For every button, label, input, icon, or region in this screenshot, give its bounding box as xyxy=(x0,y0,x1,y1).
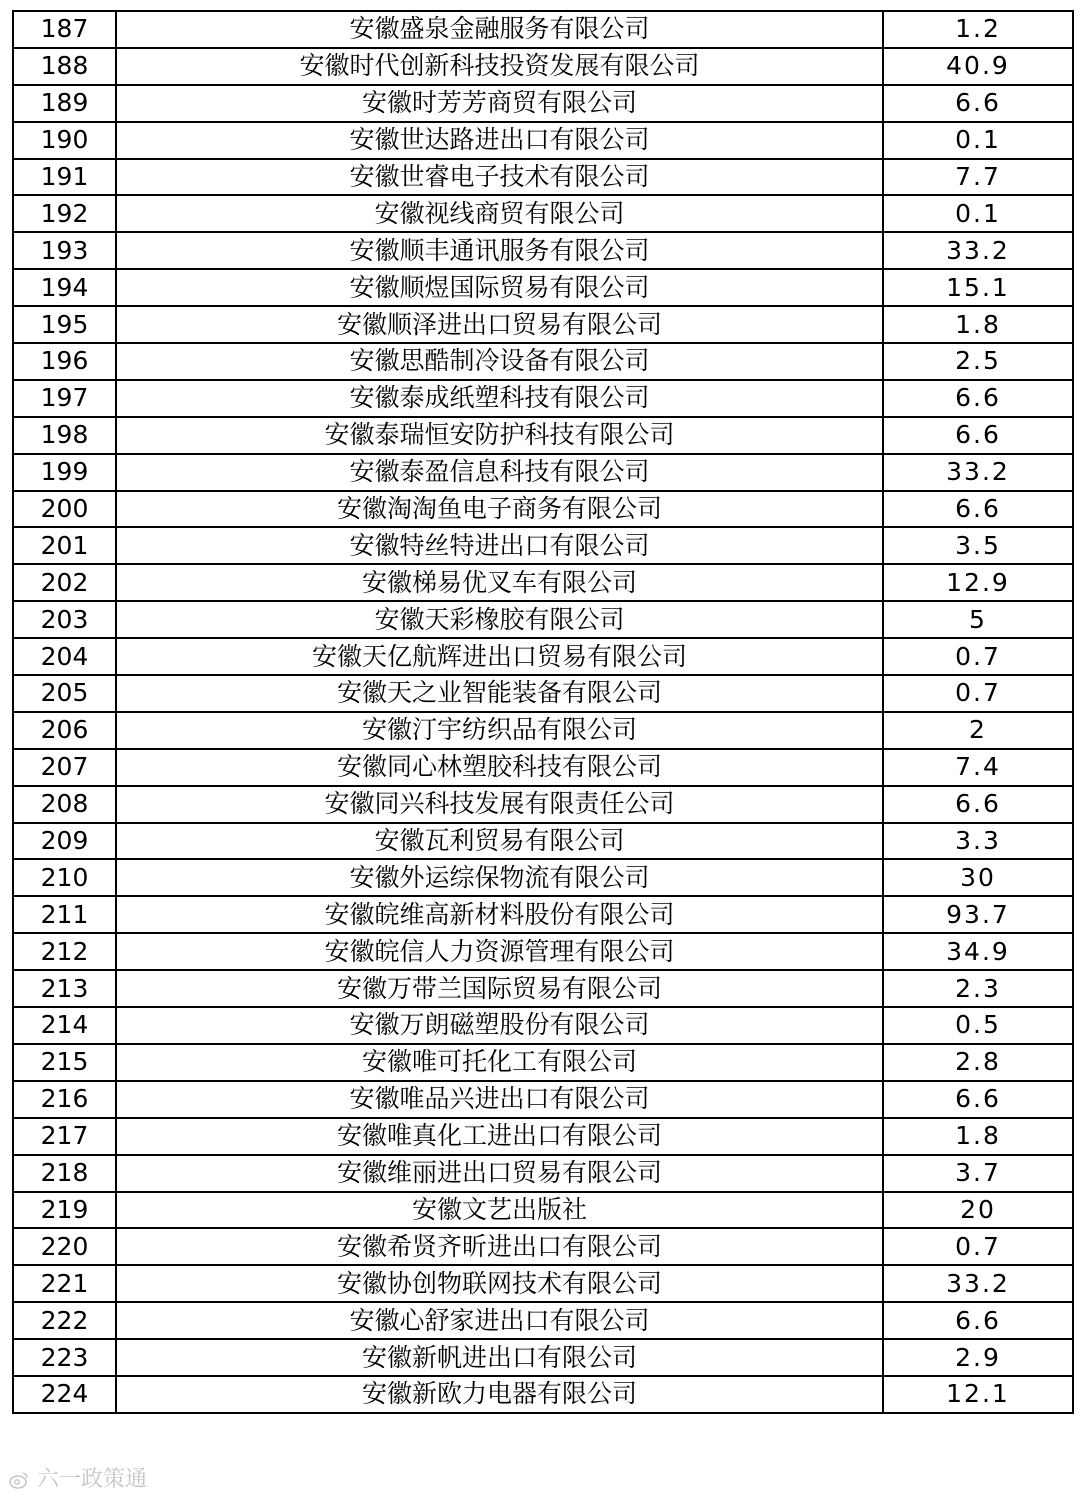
value-cell: 0.7 xyxy=(883,1228,1073,1265)
value-cell: 12.1 xyxy=(883,1376,1073,1413)
row-number-cell: 220 xyxy=(13,1228,116,1265)
company-name-cell: 安徽皖维高新材料股份有限公司 xyxy=(116,896,883,933)
value-cell: 0.7 xyxy=(883,675,1073,712)
company-name-cell: 安徽维丽进出口贸易有限公司 xyxy=(116,1155,883,1192)
company-name-cell: 安徽顺煜国际贸易有限公司 xyxy=(116,269,883,306)
table-row xyxy=(13,896,1073,933)
company-name-cell: 安徽泰盈信息科技有限公司 xyxy=(116,454,883,491)
value-cell: 0.1 xyxy=(883,122,1073,159)
value-cell: 6.6 xyxy=(883,491,1073,528)
table-row xyxy=(13,122,1073,159)
table-row xyxy=(13,1007,1073,1044)
row-number-cell: 195 xyxy=(13,306,116,343)
table-row xyxy=(13,11,1073,48)
company-name-cell: 安徽泰成纸塑科技有限公司 xyxy=(116,380,883,417)
weibo-icon xyxy=(8,1469,30,1491)
row-number-cell: 191 xyxy=(13,159,116,196)
company-name-cell: 安徽外运综保物流有限公司 xyxy=(116,859,883,896)
value-cell: 6.6 xyxy=(883,85,1073,122)
row-number-cell: 219 xyxy=(13,1192,116,1229)
company-name-cell: 安徽文艺出版社 xyxy=(116,1192,883,1229)
table-row xyxy=(13,1302,1073,1339)
row-number-cell: 221 xyxy=(13,1265,116,1302)
company-name-cell: 安徽特丝特进出口有限公司 xyxy=(116,527,883,564)
company-name-cell: 安徽皖信人力资源管理有限公司 xyxy=(116,933,883,970)
value-cell: 93.7 xyxy=(883,896,1073,933)
row-number-cell: 223 xyxy=(13,1339,116,1376)
table-row xyxy=(13,343,1073,380)
row-number-cell: 198 xyxy=(13,417,116,454)
value-cell: 5 xyxy=(883,601,1073,638)
row-number-cell: 200 xyxy=(13,491,116,528)
company-name-cell: 安徽时代创新科技投资发展有限公司 xyxy=(116,48,883,85)
company-name-cell: 安徽盛泉金融服务有限公司 xyxy=(116,11,883,48)
value-cell: 33.2 xyxy=(883,232,1073,269)
table-row xyxy=(13,195,1073,232)
value-cell: 2.8 xyxy=(883,1044,1073,1081)
row-number-cell: 194 xyxy=(13,269,116,306)
table-row xyxy=(13,454,1073,491)
value-cell: 3.5 xyxy=(883,527,1073,564)
company-name-cell: 安徽时芳芳商贸有限公司 xyxy=(116,85,883,122)
value-cell: 15.1 xyxy=(883,269,1073,306)
row-number-cell: 197 xyxy=(13,380,116,417)
table-row xyxy=(13,1339,1073,1376)
value-cell: 1.8 xyxy=(883,306,1073,343)
company-name-cell: 安徽新帆进出口有限公司 xyxy=(116,1339,883,1376)
table-row xyxy=(13,970,1073,1007)
table-row xyxy=(13,527,1073,564)
row-number-cell: 206 xyxy=(13,712,116,749)
company-name-cell: 安徽同兴科技发展有限责任公司 xyxy=(116,786,883,823)
row-number-cell: 215 xyxy=(13,1044,116,1081)
row-number-cell: 216 xyxy=(13,1081,116,1118)
company-name-cell: 安徽顺丰通讯服务有限公司 xyxy=(116,232,883,269)
row-number-cell: 205 xyxy=(13,675,116,712)
table-row xyxy=(13,1265,1073,1302)
watermark-text: 六一政策通 xyxy=(37,1467,148,1492)
table-row xyxy=(13,232,1073,269)
company-name-cell: 安徽新欧力电器有限公司 xyxy=(116,1376,883,1413)
row-number-cell: 204 xyxy=(13,638,116,675)
row-number-cell: 202 xyxy=(13,564,116,601)
row-number-cell: 203 xyxy=(13,601,116,638)
value-cell: 2 xyxy=(883,712,1073,749)
value-cell: 3.3 xyxy=(883,823,1073,860)
company-name-cell: 安徽泰瑞恒安防护科技有限公司 xyxy=(116,417,883,454)
row-number-cell: 211 xyxy=(13,896,116,933)
company-name-cell: 安徽汀宇纺织品有限公司 xyxy=(116,712,883,749)
row-number-cell: 192 xyxy=(13,195,116,232)
company-name-cell: 安徽万带兰国际贸易有限公司 xyxy=(116,970,883,1007)
row-number-cell: 193 xyxy=(13,232,116,269)
row-number-cell: 201 xyxy=(13,527,116,564)
data-table-container xyxy=(12,10,1072,1414)
value-cell: 0.1 xyxy=(883,195,1073,232)
company-name-cell: 安徽视线商贸有限公司 xyxy=(116,195,883,232)
company-name-cell: 安徽顺泽进出口贸易有限公司 xyxy=(116,306,883,343)
row-number-cell: 224 xyxy=(13,1376,116,1413)
row-number-cell: 199 xyxy=(13,454,116,491)
row-number-cell: 190 xyxy=(13,122,116,159)
value-cell: 6.6 xyxy=(883,380,1073,417)
row-number-cell: 210 xyxy=(13,859,116,896)
table-row xyxy=(13,1118,1073,1155)
company-name-cell: 安徽天之业智能装备有限公司 xyxy=(116,675,883,712)
value-cell: 7.7 xyxy=(883,159,1073,196)
company-name-cell: 安徽唯品兴进出口有限公司 xyxy=(116,1081,883,1118)
table-row xyxy=(13,380,1073,417)
table-row xyxy=(13,786,1073,823)
value-cell: 2.3 xyxy=(883,970,1073,1007)
value-cell: 7.4 xyxy=(883,749,1073,786)
value-cell: 2.9 xyxy=(883,1339,1073,1376)
table-row xyxy=(13,859,1073,896)
value-cell: 30 xyxy=(883,859,1073,896)
watermark xyxy=(8,1462,147,1493)
row-number-cell: 188 xyxy=(13,48,116,85)
company-name-cell: 安徽瓦利贸易有限公司 xyxy=(116,823,883,860)
table-row xyxy=(13,269,1073,306)
value-cell: 20 xyxy=(883,1192,1073,1229)
company-name-cell: 安徽万朗磁塑股份有限公司 xyxy=(116,1007,883,1044)
table-row xyxy=(13,638,1073,675)
value-cell: 33.2 xyxy=(883,1265,1073,1302)
row-number-cell: 222 xyxy=(13,1302,116,1339)
company-name-cell: 安徽天彩橡胶有限公司 xyxy=(116,601,883,638)
table-row xyxy=(13,1044,1073,1081)
table-row xyxy=(13,564,1073,601)
company-name-cell: 安徽唯可托化工有限公司 xyxy=(116,1044,883,1081)
row-number-cell: 212 xyxy=(13,933,116,970)
company-name-cell: 安徽希贤齐昕进出口有限公司 xyxy=(116,1228,883,1265)
row-number-cell: 187 xyxy=(13,11,116,48)
company-name-cell: 安徽唯真化工进出口有限公司 xyxy=(116,1118,883,1155)
table-row xyxy=(13,749,1073,786)
row-number-cell: 196 xyxy=(13,343,116,380)
table-row xyxy=(13,1376,1073,1413)
value-cell: 6.6 xyxy=(883,786,1073,823)
company-name-cell: 安徽淘淘鱼电子商务有限公司 xyxy=(116,491,883,528)
table-row xyxy=(13,306,1073,343)
value-cell: 33.2 xyxy=(883,454,1073,491)
table-row xyxy=(13,491,1073,528)
table-row xyxy=(13,48,1073,85)
table-row xyxy=(13,85,1073,122)
row-number-cell: 213 xyxy=(13,970,116,1007)
company-value-table xyxy=(12,10,1074,1414)
value-cell: 3.7 xyxy=(883,1155,1073,1192)
row-number-cell: 207 xyxy=(13,749,116,786)
table-row xyxy=(13,823,1073,860)
value-cell: 34.9 xyxy=(883,933,1073,970)
table-row xyxy=(13,1192,1073,1229)
row-number-cell: 218 xyxy=(13,1155,116,1192)
table-row xyxy=(13,712,1073,749)
company-name-cell: 安徽思酷制冷设备有限公司 xyxy=(116,343,883,380)
value-cell: 1.8 xyxy=(883,1118,1073,1155)
value-cell: 6.6 xyxy=(883,1302,1073,1339)
company-name-cell: 安徽心舒家进出口有限公司 xyxy=(116,1302,883,1339)
table-row xyxy=(13,601,1073,638)
row-number-cell: 217 xyxy=(13,1118,116,1155)
company-name-cell: 安徽世达路进出口有限公司 xyxy=(116,122,883,159)
company-name-cell: 安徽协创物联网技术有限公司 xyxy=(116,1265,883,1302)
company-name-cell: 安徽天亿航辉进出口贸易有限公司 xyxy=(116,638,883,675)
value-cell: 0.7 xyxy=(883,638,1073,675)
row-number-cell: 214 xyxy=(13,1007,116,1044)
value-cell: 1.2 xyxy=(883,11,1073,48)
value-cell: 2.5 xyxy=(883,343,1073,380)
table-row xyxy=(13,159,1073,196)
company-name-cell: 安徽梯易优叉车有限公司 xyxy=(116,564,883,601)
table-row xyxy=(13,1228,1073,1265)
table-row xyxy=(13,1155,1073,1192)
value-cell: 6.6 xyxy=(883,1081,1073,1118)
value-cell: 40.9 xyxy=(883,48,1073,85)
value-cell: 12.9 xyxy=(883,564,1073,601)
value-cell: 6.6 xyxy=(883,417,1073,454)
table-row xyxy=(13,1081,1073,1118)
row-number-cell: 208 xyxy=(13,786,116,823)
row-number-cell: 209 xyxy=(13,823,116,860)
row-number-cell: 189 xyxy=(13,85,116,122)
table-row xyxy=(13,675,1073,712)
value-cell: 0.5 xyxy=(883,1007,1073,1044)
table-row xyxy=(13,933,1073,970)
table-body xyxy=(13,11,1073,1413)
company-name-cell: 安徽世睿电子技术有限公司 xyxy=(116,159,883,196)
company-name-cell: 安徽同心林塑胶科技有限公司 xyxy=(116,749,883,786)
table-row xyxy=(13,417,1073,454)
